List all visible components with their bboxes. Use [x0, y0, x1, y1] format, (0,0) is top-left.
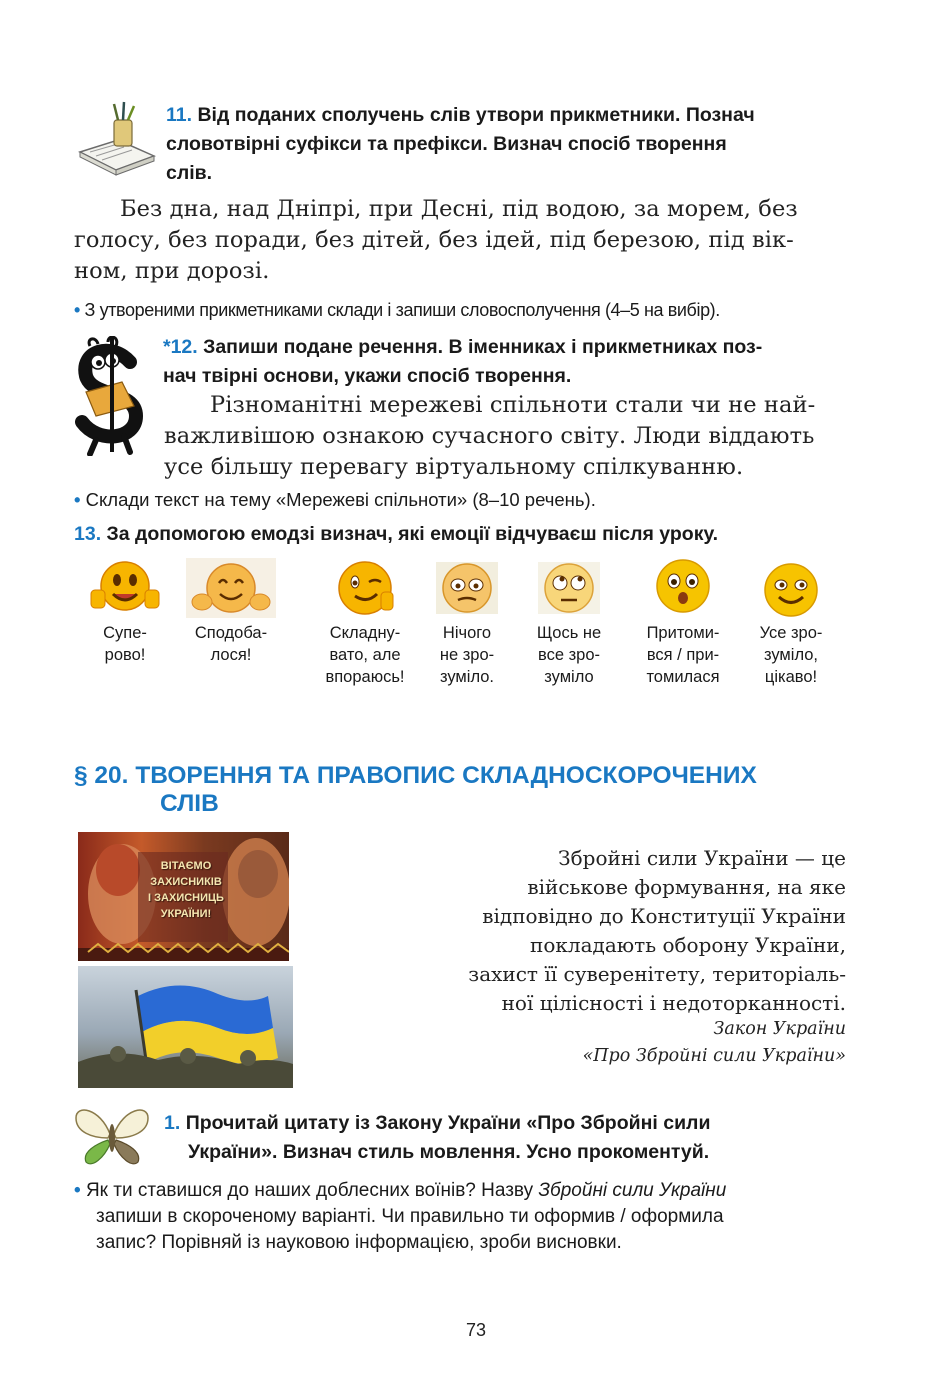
task-12-bullet: • Склади текст на тему «Мережеві спільноти» (8–10 речень).: [74, 489, 596, 510]
smiling-hands-emoji-icon: [186, 558, 276, 618]
emoji-caption: Складну- вато, але впораюсь!: [325, 624, 405, 686]
task-number: 13.: [74, 523, 102, 545]
emoji-super[interactable]: [80, 558, 170, 666]
section-number: § 20.: [74, 762, 129, 789]
task-13-instruction: 13. За допомогою емодзі визнач, які емоції відчуваєш після уроку.: [74, 523, 719, 545]
emoji-liked[interactable]: [186, 558, 276, 666]
task-12-instruction: *12. Запиши подане речення. В іменниках і прикметниках поз- нач твірні основи, укажи спосіб творення.: [163, 336, 763, 387]
happy-emoji-icon: [753, 558, 829, 618]
emoji-caption: Супе- рово!: [103, 624, 147, 664]
rolling-eyes-emoji-icon: [534, 558, 604, 618]
dollar-mascot-icon: [72, 336, 152, 456]
butterfly-icon: [72, 1104, 152, 1168]
task-11-instruction: 11. Від поданих сполучень слів утвори прикметники. Познач словотвірні суфікси та префікси. Визнач спосіб творення слів.: [166, 104, 755, 184]
law-quote: Збройні сили України — це військове формування, на яке відповідно до Конституції України покладають оборону України, захист її суверенітету, територіаль- ної цілісності і недоторканності.: [468, 846, 846, 1015]
emoji-caption: Притоми- вся / при- томилася: [646, 624, 720, 686]
quote-source: Закон України «Про Збройні сили України»: [582, 1019, 846, 1066]
thumbs-up-emoji-icon: [85, 558, 165, 618]
task-number: *12.: [163, 336, 198, 358]
emoji-nothing-understood[interactable]: [422, 558, 512, 688]
emoji-caption: Щось не все зро- зуміло: [536, 624, 602, 686]
task-number: 11.: [166, 104, 193, 126]
emoji-caption: Сподоба- лося!: [194, 624, 268, 664]
book-icon: [74, 100, 158, 180]
task-11-text: Без дна, над Дніпрі, при Десні, під водою, за морем, без голосу, без поради, без дітей, без ідей, під березою, під вік- ном, при дорозі.: [74, 196, 798, 284]
emoji-all-understood[interactable]: [746, 558, 836, 688]
soldiers-flag-image: [78, 966, 293, 1088]
confused-emoji-icon: [432, 558, 502, 618]
emoji-partly-understood[interactable]: [524, 558, 614, 688]
wink-emoji-icon: [325, 558, 405, 618]
emoji-tired[interactable]: [633, 558, 733, 688]
page-number: 73: [465, 1320, 487, 1340]
task-1-instruction: 1. Прочитай цитату із Закону України «Про Збройні сили України». Визнач стиль мовлення. Усно прокоментуй.: [164, 1112, 711, 1163]
surprised-emoji-icon: [648, 558, 718, 618]
task-1-bullet: • Як ти ставишся до наших доблесних воїнів? Назву Збройні сили України запиши в скороченому варіанті. Чи правильно ти оформив / оформила запис? Порівняй із науковою інформацією, зроби висновки.: [74, 1180, 727, 1253]
emoji-caption: Усе зро- зуміло, цікаво!: [759, 624, 823, 686]
task-12-text: Різноманітні мережеві спільноти стали чи не най- важливішою ознакою сучасного світу. Люди віддають усе більшу перевагу віртуальному спілкуванню.: [164, 392, 816, 480]
section-heading: § 20. ТВОРЕННЯ ТА ПРАВОПИС СКЛАДНОСКОРОЧЕНИХ СЛІВ: [74, 762, 757, 817]
task-number: 1.: [164, 1112, 181, 1134]
emoji-difficult[interactable]: [320, 558, 410, 688]
task-11-bullet: • З утвореними прикметниками склади і запиши словосполучення (4–5 на вибір).: [74, 300, 720, 320]
defenders-poster-image: ВІТАЄМО ЗАХИСНИКІВ І ЗАХИСНИЦЬ УКРАЇНИ!: [78, 832, 289, 961]
emoji-caption: Нічого не зро- зуміло.: [439, 624, 495, 686]
